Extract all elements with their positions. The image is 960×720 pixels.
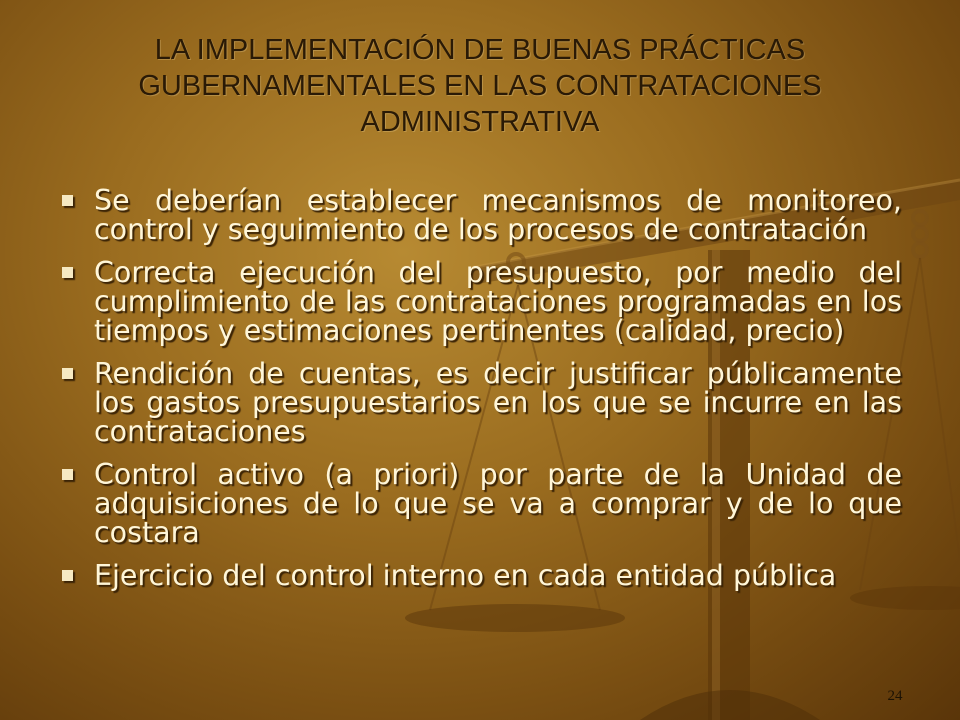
square-bullet-icon [62,195,73,206]
square-bullet-icon [62,469,73,480]
square-bullet-icon [62,368,73,379]
list-item [60,460,902,547]
bullet-list [60,186,902,604]
list-item [60,359,902,446]
title-line-2: GUBERNAMENTALES EN LAS CONTRATACIONES [138,70,822,102]
square-bullet-icon [62,267,73,278]
bullet-text: Correcta ejecución del presupuesto, por medio del cumplimiento de las contrataciones programadas en los tiempos y estimaciones pertinentes (calidad, precio) [94,256,902,347]
title-line-3: ADMINISTRATIVA [360,106,600,138]
bullet-text: Rendición de cuentas, es decir justificar públicamente los gastos presupuestarios en los que se incurre en las contrataciones [94,357,902,448]
list-item [60,186,902,244]
slide-title [60,32,900,140]
bullet-text: Ejercicio del control interno en cada entidad pública [94,559,837,592]
list-item [60,258,902,345]
bullet-text: Se deberían establecer mecanismos de monitoreo, control y seguimiento de los procesos de contratación [94,184,902,246]
list-item [60,561,902,590]
bullet-text: Control activo (a priori) por parte de la Unidad de adquisiciones de lo que se va a comprar y de lo que costara [94,458,902,549]
title-line-1: LA IMPLEMENTACIÓN DE BUENAS PRÁCTICAS [154,34,806,66]
page-number: 24 [887,688,903,704]
square-bullet-icon [62,570,73,581]
